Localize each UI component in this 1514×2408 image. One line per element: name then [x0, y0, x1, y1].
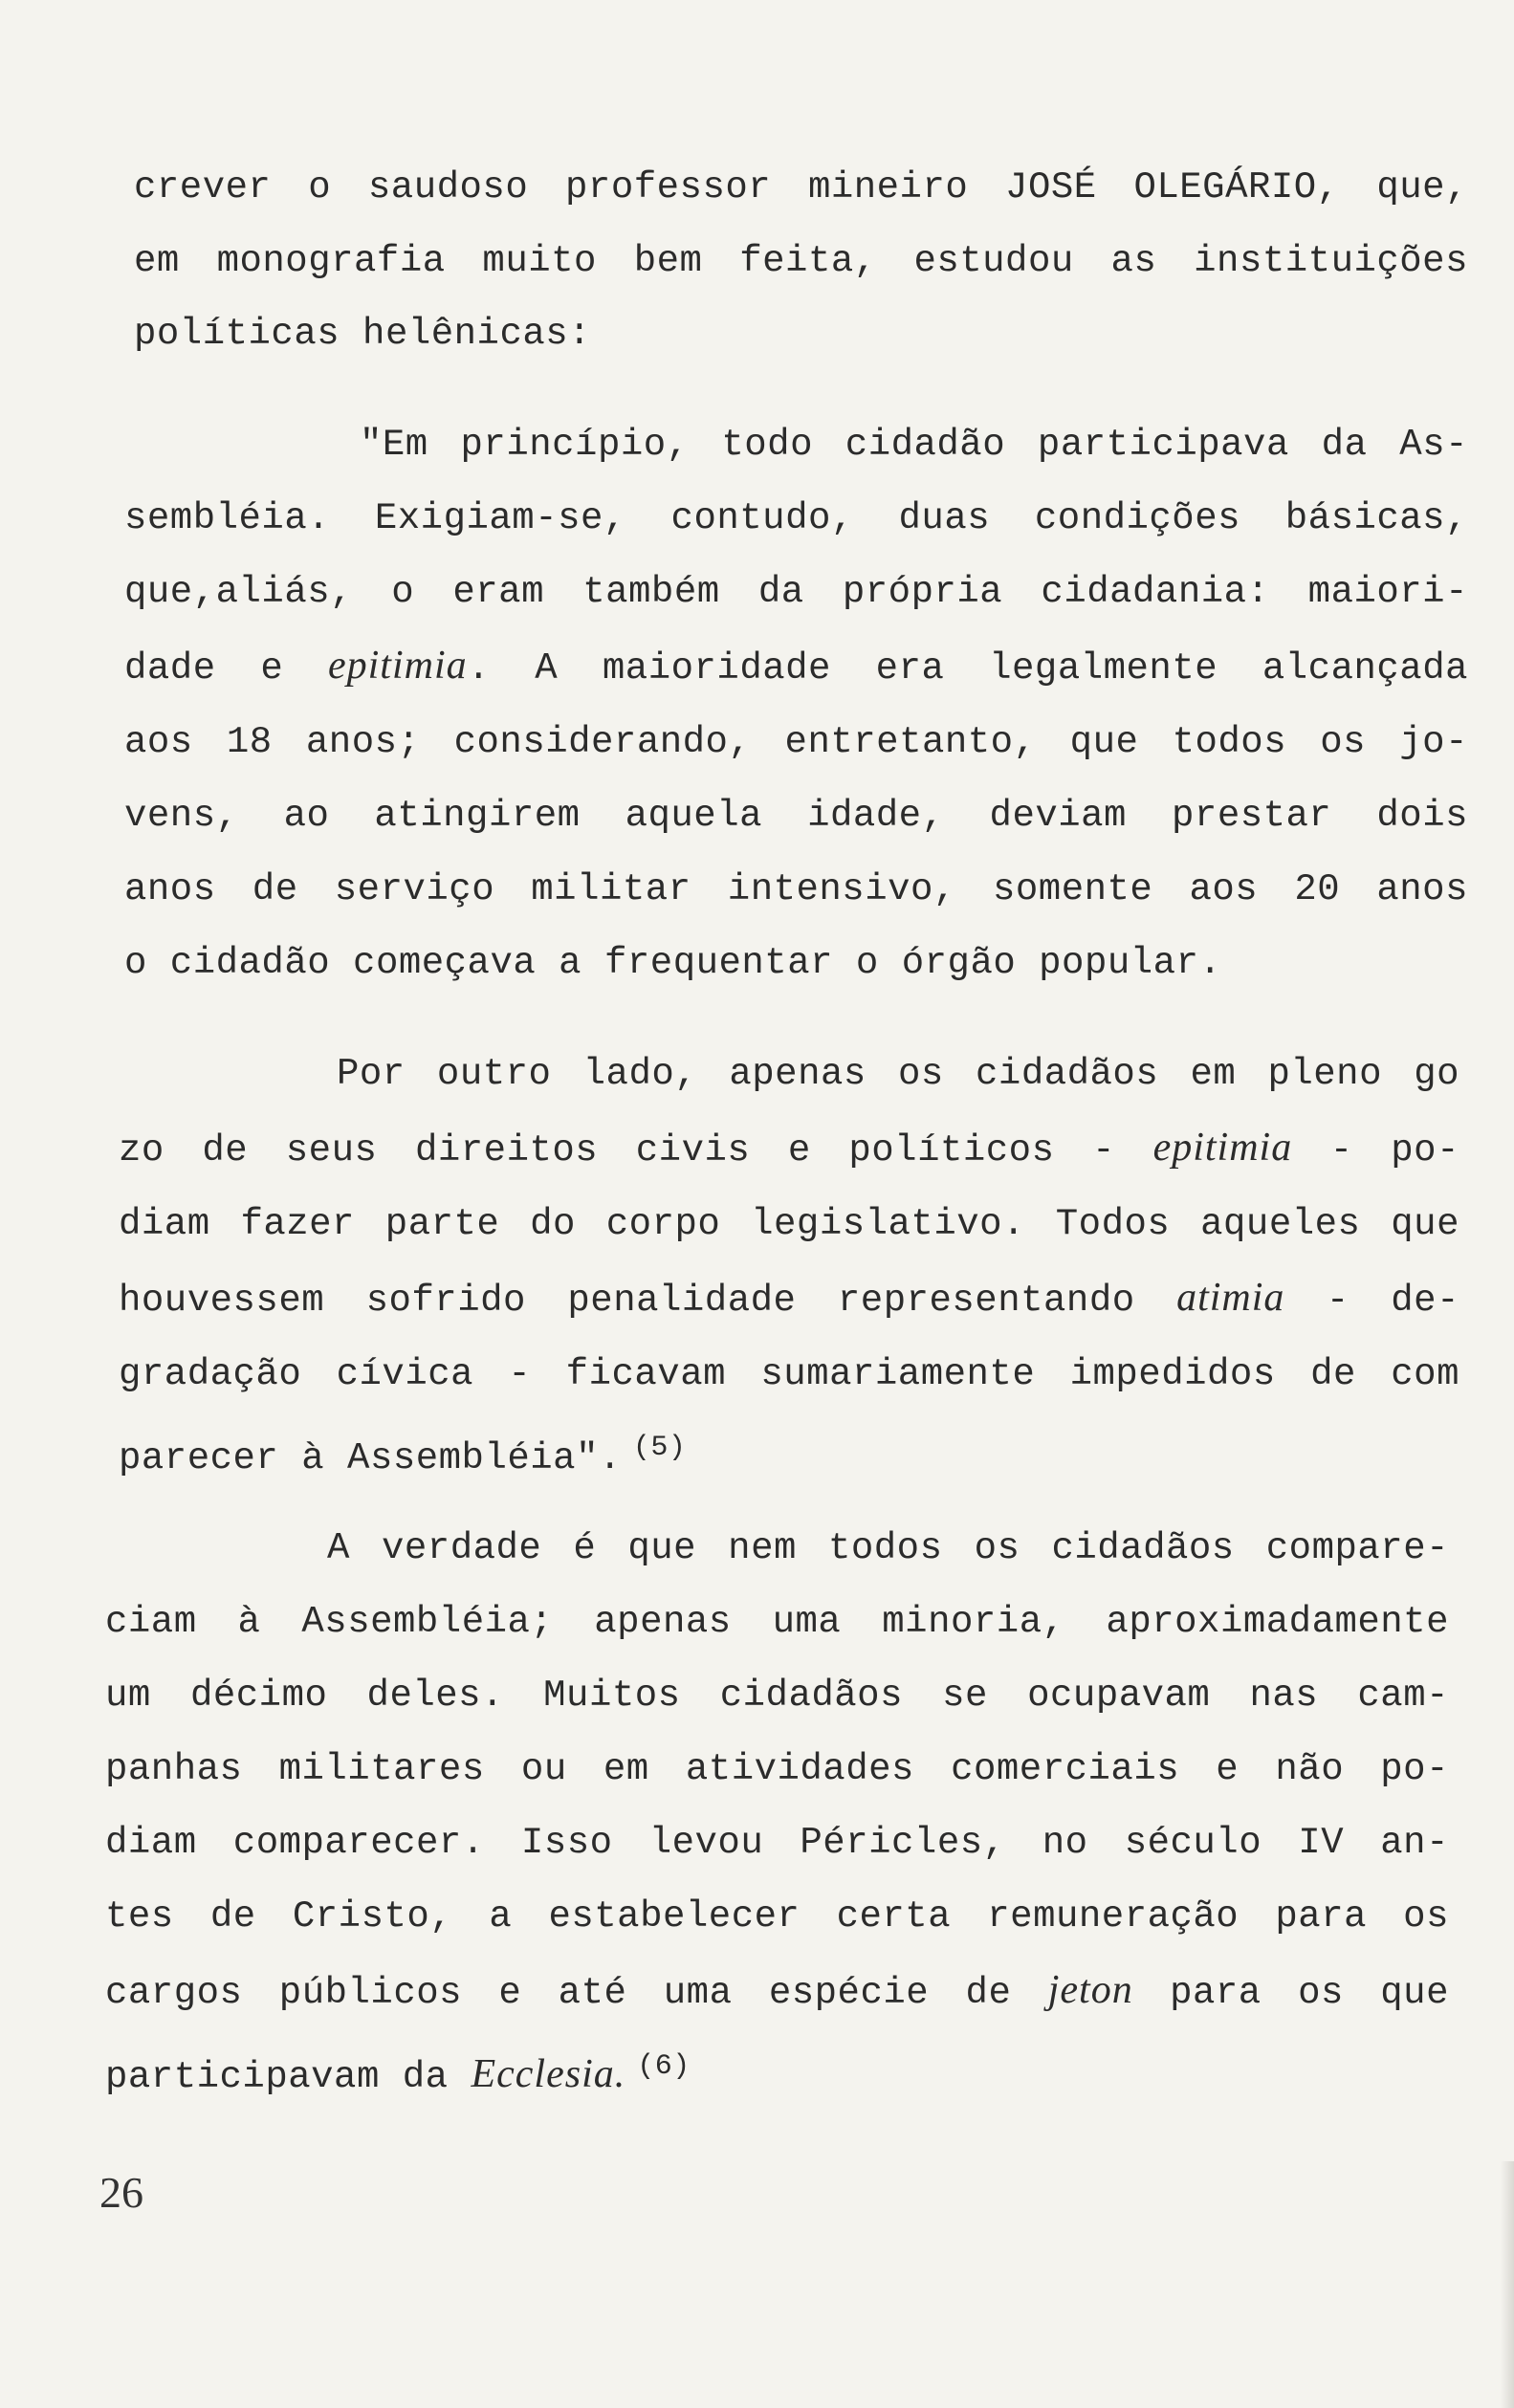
text-line: crever o saudoso professor mineiro JOSÉ OLEGÁRIO, que,: [134, 166, 1468, 208]
italic-term: atimia: [1176, 1276, 1285, 1320]
text-segment: . A maioridade era legalmente alcançada: [467, 647, 1469, 690]
text-line: [105, 1954, 1449, 2030]
text-line: diam fazer parte do corpo legislativo. Todos aqueles que: [119, 1203, 1459, 1245]
paragraph-conclusion: [105, 1512, 1449, 2114]
italic-term: epitimia: [327, 644, 468, 688]
text-segment: zo de seus direitos civis e políticos -: [119, 1129, 1153, 1171]
text-line: tes de Cristo, a estabelecer certa remuneração para os: [105, 1895, 1449, 1937]
text-line: [105, 2030, 1449, 2114]
paragraph-intro: [134, 151, 1468, 371]
text-line: em monografia muito bem feita, estudou as instituições: [134, 239, 1468, 282]
text-segment: participavam da: [105, 2056, 472, 2098]
text-segment: para os que: [1132, 1972, 1449, 2014]
text-line: panhas militares ou em atividades comerciais e não po-: [105, 1748, 1449, 1790]
text-segment: parecer à Assembléia".: [119, 1437, 622, 1479]
text-segment: houvessem sofrido penalidade representando: [119, 1280, 1177, 1322]
text-line: anos de serviço militar intensivo, somente aos 20 anos: [124, 868, 1468, 910]
italic-term: Ecclesia.: [471, 2052, 626, 2096]
footnote-marker: (5): [632, 1432, 687, 1464]
text-segment: - de-: [1284, 1280, 1459, 1322]
text-line: Por outro lado, apenas os cidadãos em pleno go: [337, 1053, 1459, 1095]
text-line: vens, ao atingirem aquela idade, deviam prestar dois: [124, 795, 1468, 837]
italic-term: jeton: [1047, 1968, 1133, 2012]
text-line: [119, 1111, 1459, 1188]
text-line: gradação cívica - ficavam sumariamente impedidos de com: [119, 1353, 1459, 1395]
page-edge-shadow: [1501, 2161, 1514, 2408]
text-line: políticas helênicas:: [134, 313, 592, 355]
text-line: A verdade é que nem todos os cidadãos compare-: [327, 1527, 1449, 1569]
text-segment: dade e: [124, 647, 328, 690]
text-line: diam comparecer. Isso levou Péricles, no século IV an-: [105, 1822, 1449, 1864]
text-line: [119, 1261, 1459, 1338]
text-line: um décimo deles. Muitos cidadãos se ocupavam nas cam-: [105, 1675, 1449, 1717]
text-segment: cargos públicos e até uma espécie de: [105, 1972, 1048, 2014]
page-number: 26: [99, 2168, 143, 2217]
quotation-paragraph-2: [119, 1038, 1459, 1496]
italic-term: epitimia: [1152, 1126, 1293, 1170]
text-line: o cidadão começava a frequentar o órgão popular.: [124, 942, 1222, 984]
text-line: ciam à Assembléia; apenas uma minoria, aproximadamente: [105, 1601, 1449, 1643]
text-line: [124, 629, 1468, 706]
text-line: "Em princípio, todo cidadão participava da As-: [360, 424, 1468, 466]
text-line: aos 18 anos; considerando, entretanto, que todos os jo-: [124, 721, 1468, 763]
footnote-marker: (6): [637, 2050, 691, 2083]
text-segment: - po-: [1292, 1129, 1459, 1171]
quotation-paragraph-1: [124, 408, 1468, 1000]
text-line: que,aliás, o eram também da própria cidadania: maiori-: [124, 571, 1468, 613]
text-line: sembléia. Exigiam-se, contudo, duas condições básicas,: [124, 497, 1468, 539]
text-line: [119, 1412, 1459, 1496]
